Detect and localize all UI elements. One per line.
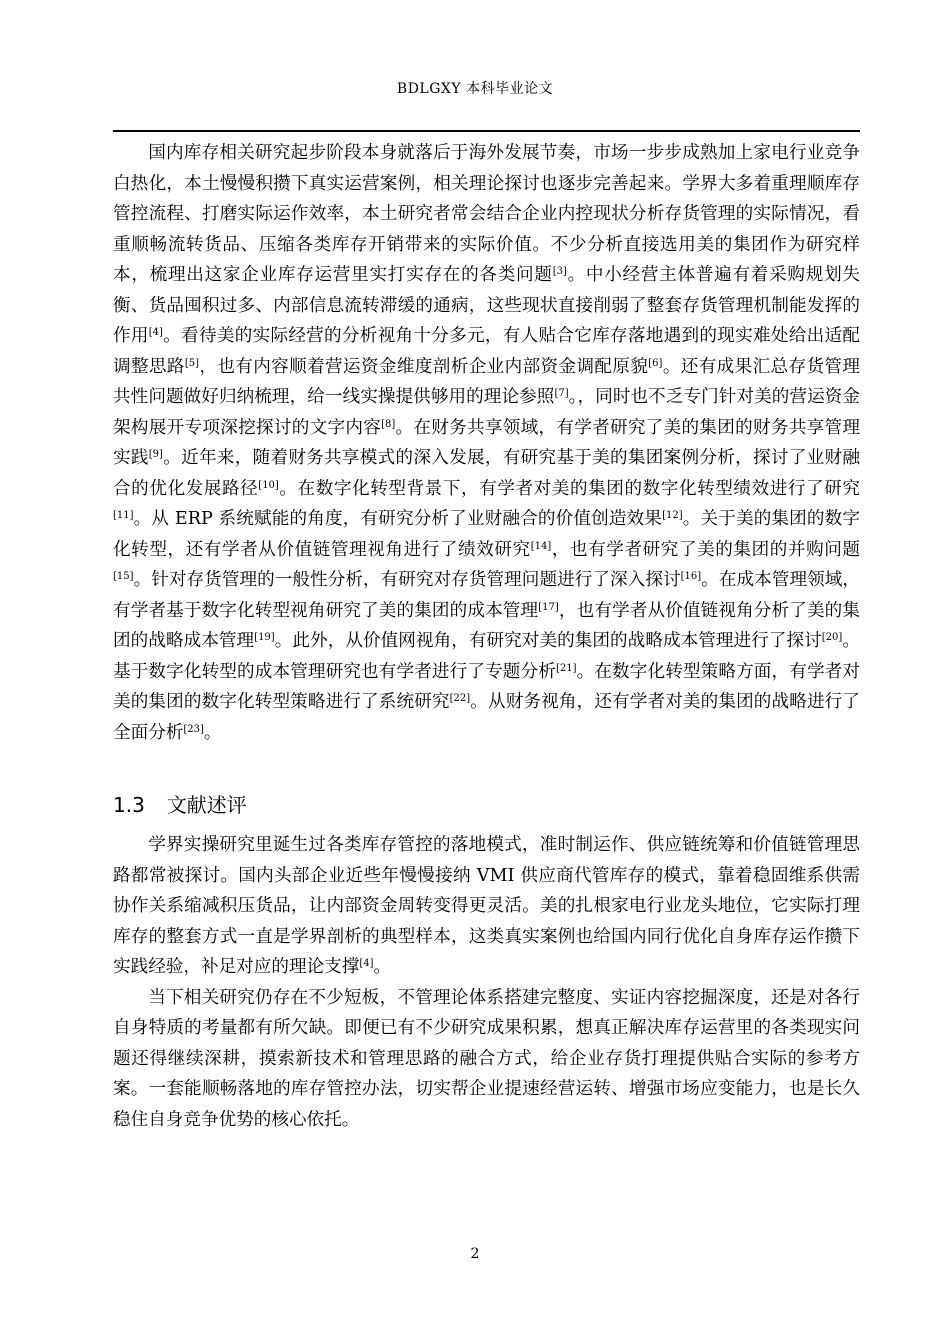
citation: [5]	[184, 357, 199, 369]
text-run: 。从 ERP 系统赋能的角度，有研究分析了业财融合的价值创造效果	[133, 509, 663, 529]
citation: [16]	[680, 571, 702, 582]
text-run: 。在数字化转型策略方面，有学者对美的集团的数字化转型策略进行了系统研究	[113, 661, 860, 712]
text-run: ，也有内容顺着营运资金维度剖析企业内部资金调配原貌	[199, 356, 649, 377]
citation: [22]	[449, 693, 471, 704]
citation: [15]	[113, 571, 134, 582]
citation: [21]	[555, 662, 577, 674]
text-run: 。针对存货管理的一般性分析，有研究对存货管理问题进行了深入探讨	[133, 570, 681, 590]
citation: [6]	[648, 357, 663, 369]
citation: [23]	[183, 723, 204, 735]
text-run: ，也有学者研究了美的集团的并购问题	[551, 539, 860, 560]
text-run: 。	[373, 957, 392, 977]
citation: [8]	[381, 418, 396, 430]
citation: [9]	[148, 449, 163, 460]
text-run: 。在财务共享领域，有学者研究了美的集团的财务共享管理实践	[113, 417, 860, 468]
citation: [19]	[254, 632, 275, 643]
text-run: 国内库存相关研究起步阶段本身就落后于海外发展节奏，市场一步步成熟加上家电行业竞争白热化，本土慢慢积攒下真实运营案例，相关理论探讨也逐步完善起来。学界大多着重理顺库存管控流程、打磨实际运作效率，本土研究者常会结合企业内控现状分析存货管理的实际情况，看重顺畅流转货品、压缩各类库存开销带来的实际价值。不少分析直接选用美的集团作为研究样本，梳理出这家企业库存运营里实打实存在的各类问题	[113, 143, 860, 285]
text-run: ，也有学者从价值链视角分析了美的集团的战略成本管理	[113, 600, 860, 651]
text-run: 。此外，从价值网视角，有研究对美的集团的战略成本管理进行了探讨	[274, 631, 822, 651]
text-run: 。看待美的实际经营的分析视角十分多元，有人贴合它库存落地遇到的现实难处给出适配调整思路	[113, 326, 860, 377]
paragraph-domestic-research	[113, 138, 860, 748]
page-body	[113, 138, 860, 1135]
text-run: 。从财务视角，还有学者对美的集团的战略进行了全面分析	[113, 692, 860, 743]
text-run: 。关于美的集团的数字化转型，还有学者从价值链管理视角进行了绩效研究	[113, 509, 860, 560]
paragraph-review-gaps	[113, 983, 860, 1136]
citation: [7]	[554, 388, 569, 399]
text-run: 。近年来，随着财务共享模式的深入发展，有研究基于美的集团案例分析，探讨了业财融合的优化发展路径	[113, 448, 860, 499]
section-heading	[113, 790, 860, 820]
text-run: 。还有成果汇总存货管理共性问题做好归纳梳理，给一线实操提供够用的理论参照	[113, 356, 860, 407]
citation: [11]	[113, 510, 134, 521]
text-run: 。在数字化转型背景下，有学者对美的集团的数字化转型绩效进行了研究	[278, 478, 860, 499]
header-rule	[113, 130, 860, 132]
paragraph-review-practice	[113, 830, 860, 983]
section-number: 1.3	[113, 793, 145, 817]
text-run: 当下相关研究仍存在不少短板，不管理论体系搭建完整度、实证内容挖掘深度，还是对各行自身特质的考量都有所欠缺。即便已有不少研究成果积累，想真正解决库存运营里的各类现实问题还得继续深耕，摸索新技术和管理思路的融合方式，给企业存货打理提供贴合实际的参考方案。一套能顺畅落地的库存管控办法，切实帮企业提速经营运转、增强市场应变能力，也是长久稳住自身竞争优势的核心依托。	[113, 987, 860, 1130]
text-run: 。在成本管理领域，有学者基于数字化转型视角研究了美的集团的成本管理	[113, 570, 860, 621]
text-run: 。，同时也不乏专门针对美的营运资金架构展开专项深挖探讨的文字内容	[113, 387, 860, 438]
citation: [12]	[662, 510, 683, 521]
text-run: 。基于数字化转型的成本管理研究也有学者进行了专题分析	[113, 631, 860, 682]
citation: [20]	[821, 632, 843, 643]
citation: [10]	[258, 479, 279, 491]
citation: [17]	[538, 601, 559, 613]
page-number: 2	[470, 1246, 480, 1262]
section-title: 文献述评	[166, 793, 247, 817]
citation: [4]	[148, 327, 163, 338]
citation: [4]	[359, 958, 374, 969]
citation: [14]	[530, 540, 552, 552]
text-run: 。中小经营主体普遍有着采购规划失衡、货品囤积过多、内部信息流转滞缓的通病，这些现状直接削弱了整套存货管理机制能发挥的作用	[113, 265, 860, 346]
text-run: 。	[203, 722, 222, 743]
citation: [3]	[552, 266, 567, 277]
text-run: 学界实操研究里诞生过各类库存管控的落地模式，准时制运作、供应链统筹和价值链管理思路都常被探讨。国内头部企业近些年慢慢接纳 VMI 供应商代管库存的模式，靠着稳固维系供需协作关系缩减积压货品，让内部资金周转变得更灵活。美的扎根家电行业龙头地位，它实际打理库存的整套方式一直是学界剖析的典型样本，这类真实案例也给国内同行优化自身库存运作攒下实践经验，补足对应的理论支撑	[113, 835, 860, 977]
running-header: BDLGXY 本科毕业论文	[396, 81, 554, 97]
